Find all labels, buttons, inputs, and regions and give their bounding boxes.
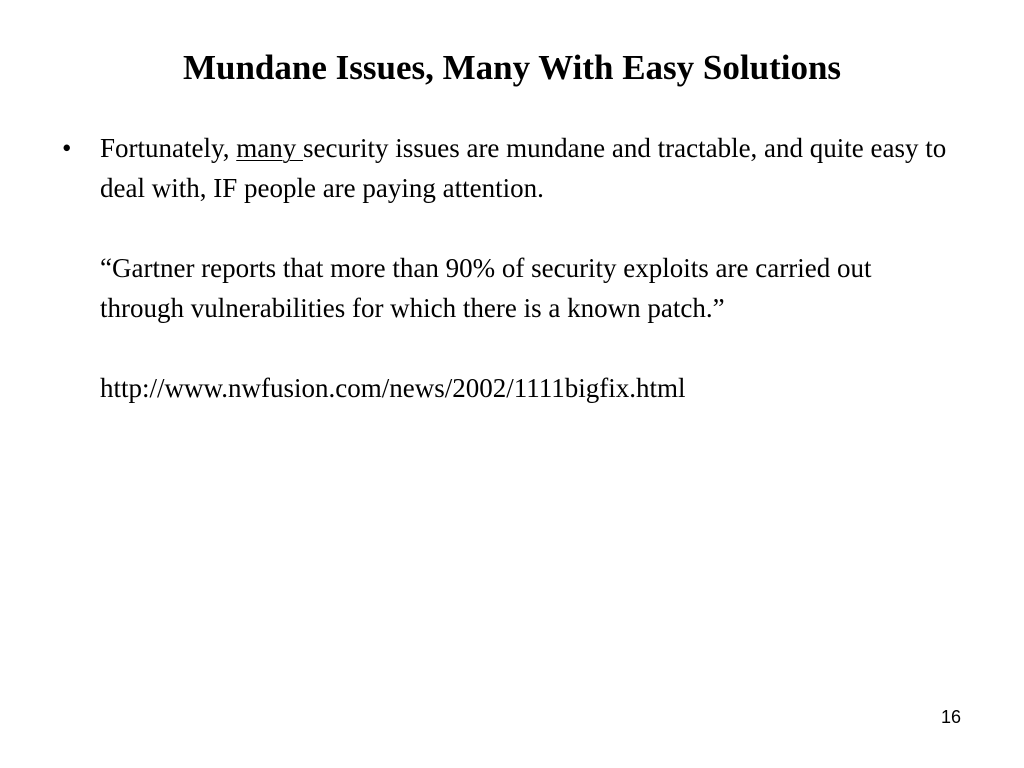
slide-number: 16 [940,707,961,727]
paragraph-spacer [100,328,962,368]
intro-paragraph [100,128,962,208]
intro-text-before: Fortunately, [100,133,237,163]
bullet-marker: • [62,133,72,163]
gartner-quote: “Gartner reports that more than 90% of security exploits are carried out through vulnerabilities for which there is a known patch.” [100,253,872,323]
intro-text-after: security issues are mundane and tractable, and quite easy to deal with, IF people are paying attention. [100,133,947,203]
slide-title: Mundane Issues, Many With Easy Solutions [182,48,842,87]
paragraph-spacer [100,208,962,248]
bullet-item [62,128,962,408]
source-url: http://www.nwfusion.com/news/2002/1111bigfix.html [100,373,686,403]
bullet-list [62,128,962,408]
emphasis-many: many [236,133,303,163]
